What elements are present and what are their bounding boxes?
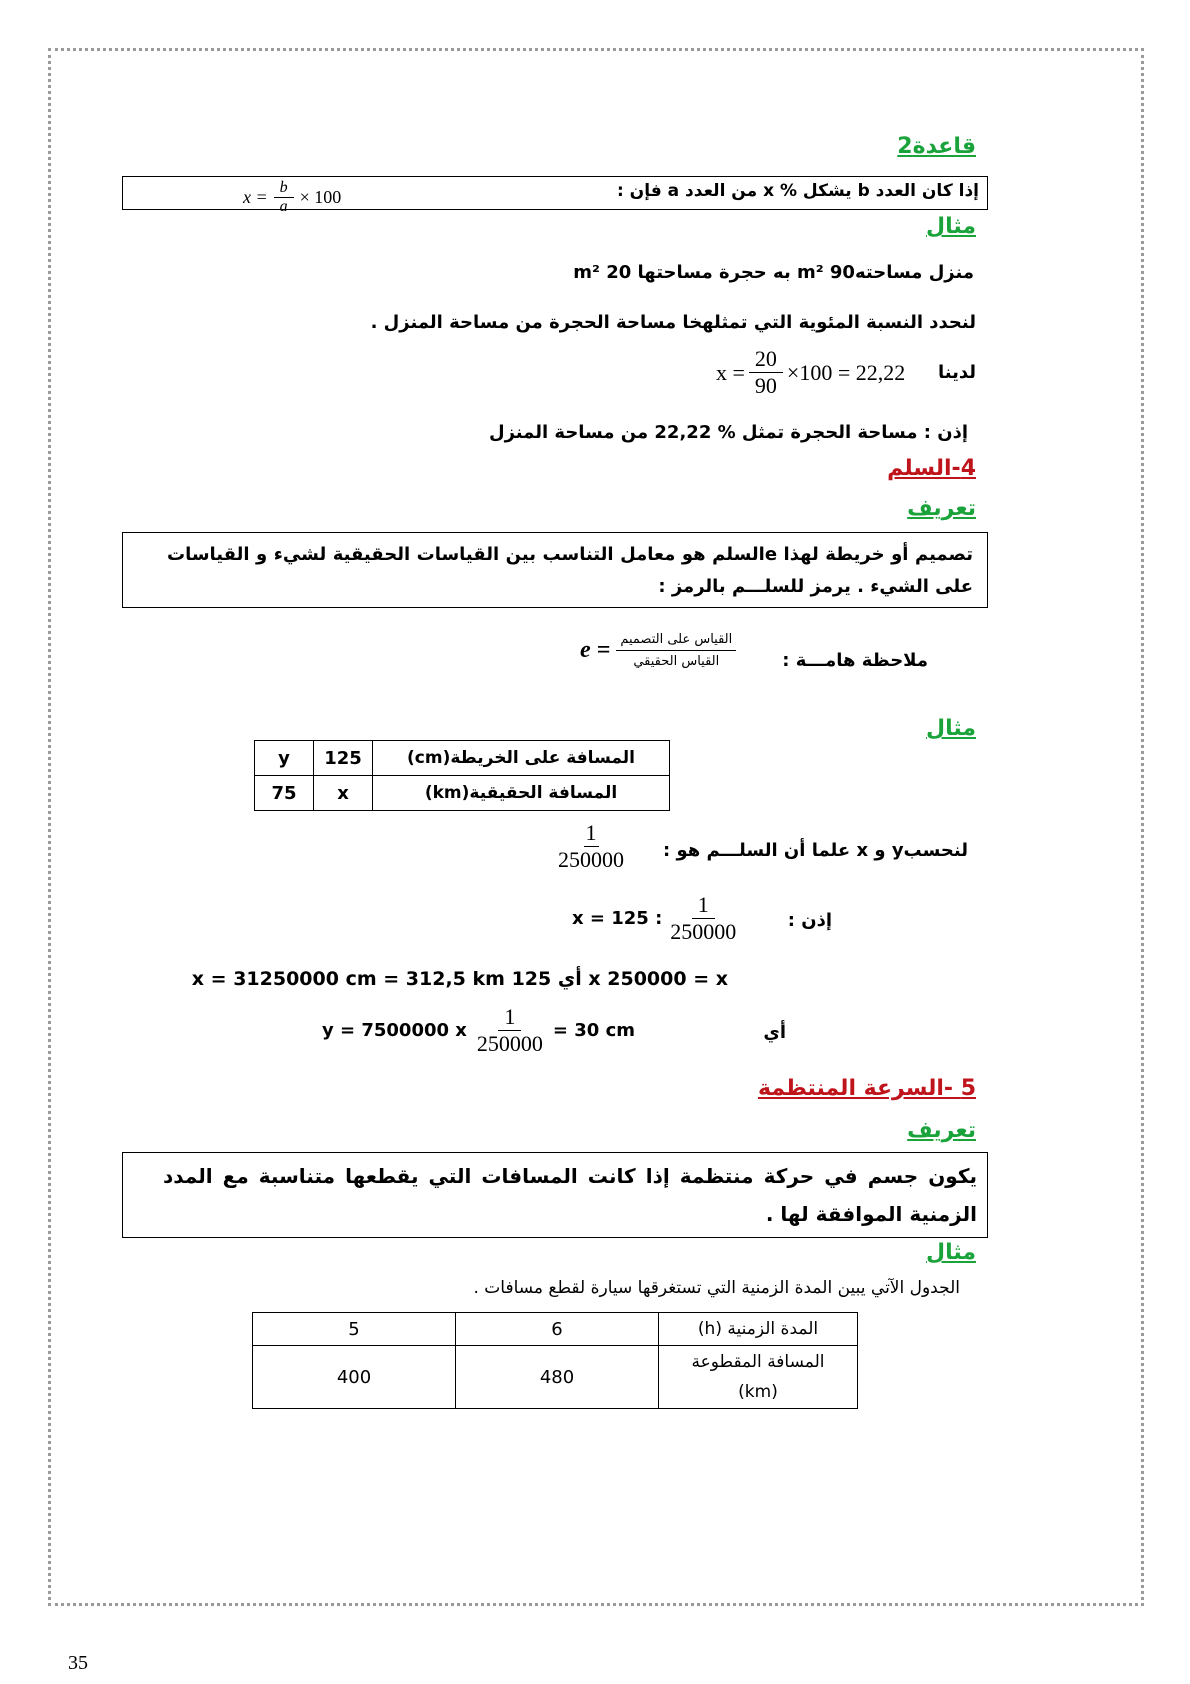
example1-line4: إذن : مساحة الحجرة تمثل % 22,22 من مساحة المنزل [488, 422, 968, 443]
table-cell: 480 [456, 1346, 659, 1409]
example1-calc [716, 346, 905, 399]
example1-calc-num: 20 [749, 346, 783, 373]
scale-note-num: القياس على التصميم [616, 632, 736, 651]
rule2-formula-lhs: x = [243, 187, 268, 207]
speed-example-title: مثال [926, 1240, 976, 1265]
scale-def-box [122, 532, 988, 608]
example2-result-y-label: أي [763, 1022, 786, 1043]
example2-result-y [322, 1004, 635, 1057]
table-cell: 125 [314, 741, 373, 776]
rule2-formula [243, 179, 341, 216]
example2-then-label: إذن : [787, 910, 832, 931]
speed-title: 5 -السرعة المنتظمة [757, 1076, 976, 1101]
table-row [255, 776, 670, 811]
example1-calc-rhs: ×100 = 22,22 [786, 359, 906, 385]
example1-calc-lhs: x = [716, 359, 745, 385]
table-cell: 75 [255, 776, 314, 811]
table-cell: 5 [253, 1313, 456, 1346]
scale-def-title: تعريف [907, 496, 976, 521]
table-cell: x [314, 776, 373, 811]
table-cell: y [255, 741, 314, 776]
example2-then-num: 1 [692, 892, 715, 919]
example2-then-den: 250000 [670, 919, 737, 944]
example2-result-y-den: 250000 [476, 1031, 543, 1056]
example1-line2: لنحدد النسبة المئوية التي تمثلهخا مساحة الحجرة من مساحة المنزل . [370, 312, 976, 333]
example2-result-y-num: 1 [498, 1004, 521, 1031]
table-cell: 400 [253, 1346, 456, 1409]
table-row [253, 1313, 858, 1346]
table-cell: المسافة المقطوعة (km) [659, 1346, 858, 1409]
scale-def-text: تصميم أو خريطة لهذا eالسلم هو معامل التناسب بين القياسات الحقيقية لشيء و القياسات على الشيء . يرمز للسلـــم بالرمز : [167, 544, 973, 597]
example1-line3-label: لدينا [937, 362, 976, 383]
table-cell: المسافة الحقيقية(km) [373, 776, 670, 811]
table-row [253, 1346, 858, 1409]
example2-result-y-lhs: y = 7500000 x [322, 1020, 467, 1041]
table-row [255, 741, 670, 776]
example2-frac-den: 250000 [558, 847, 624, 872]
example2-frac-num: 1 [585, 820, 597, 845]
example1-line1: منزل مساحته90 m² به حجرة مساحتها 20 m² [573, 262, 974, 283]
example2-find-label: لنحسبy و x علما أن السلـــم هو : [662, 840, 968, 861]
scale-note-var: e = [580, 637, 611, 663]
rule2-formula-den: a [279, 198, 288, 215]
speed-def-box [122, 1152, 988, 1238]
example2-then-lhs: x = 125 : [572, 908, 663, 929]
example1-calc-den: 90 [754, 373, 777, 398]
rule2-formula-rhs: × 100 [299, 187, 342, 207]
example2-title: مثال [926, 716, 976, 741]
example2-result-y-rhs: = 30 cm [552, 1020, 635, 1041]
scale-note-label: ملاحظة هامـــة : [782, 650, 928, 671]
table-cell: المدة الزمنية (h) [659, 1313, 858, 1346]
rule2-statement: إذا كان العدد b يشكل % x من العدد a فإن : [616, 181, 979, 201]
page-number: 35 [68, 1652, 88, 1674]
speed-intro: الجدول الآتي يبين المدة الزمنية التي تستغرقها سيارة لقطع مسافات . [473, 1278, 960, 1298]
speed-def-title: تعريف [907, 1118, 976, 1143]
example2-scale-frac [558, 820, 624, 873]
scale-note-den: القياس الحقيقي [633, 654, 720, 669]
scale-table [254, 740, 670, 811]
rule2-box [122, 176, 988, 215]
example2-result-x: x = 31250000 cm = 312,5 km أي 125 x 250000 = x [191, 968, 728, 990]
rule2-formula-num: b [274, 179, 294, 198]
rule2-title: قاعدة2 [897, 134, 976, 159]
speed-table [252, 1312, 858, 1409]
example2-then-expr [572, 892, 736, 945]
example1-title: مثال [926, 214, 976, 239]
table-cell: 6 [456, 1313, 659, 1346]
scale-title: 4-السلم [887, 456, 976, 481]
speed-def-text: يكون جسم في حركة منتظمة إذا كانت المسافات التي يقطعها متناسبة مع المدد الزمنية الموافقة لها . [163, 1164, 977, 1226]
scale-note-formula [580, 632, 736, 669]
table-cell: المسافة على الخريطة(cm) [373, 741, 670, 776]
